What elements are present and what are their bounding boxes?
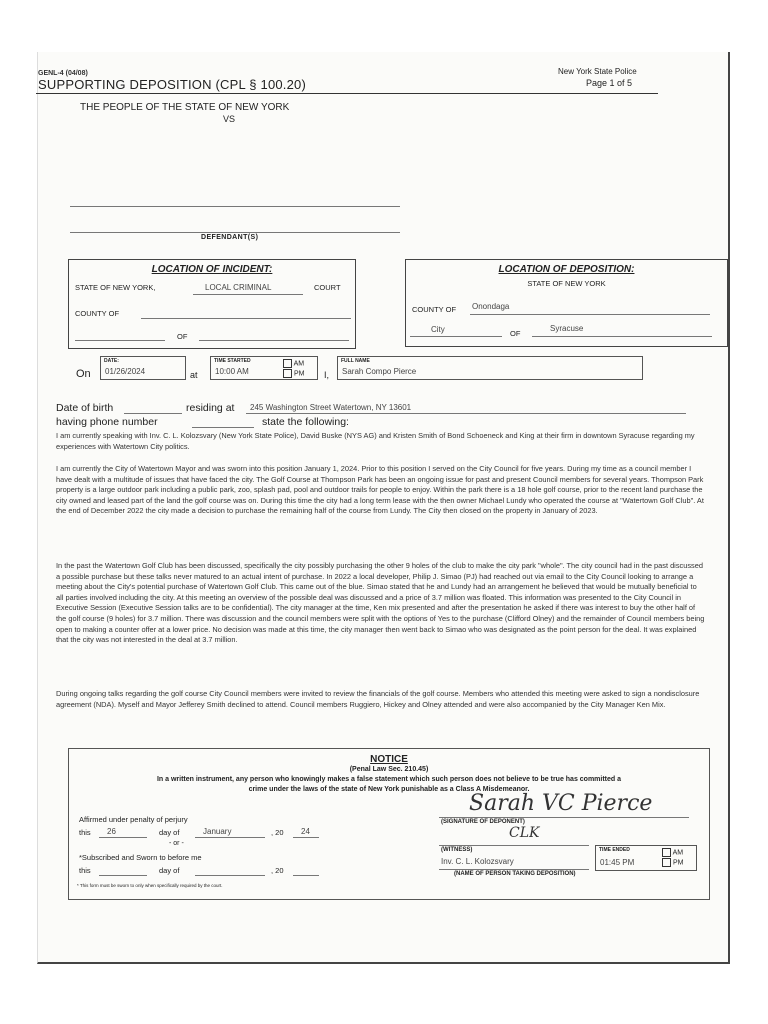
i-label: I, (324, 370, 330, 380)
time-box (210, 356, 318, 380)
dob-line (124, 413, 182, 414)
deposition-county-line (470, 314, 710, 315)
fullname-label: FULL NAME (341, 358, 370, 364)
statement-paragraph-3: In the past the Watertown Golf Club has been discussed, specifically the city possibly purchasing the other 9 holes of the club to make the city park "whole". The city council had in the past discussed a possible purchase but these talks never matured to an actual intent of purchase. In 2022 a local developer, Philip J. Simao (PJ) had reached out via email to the City Council looking to arrange a meeting about the City's potential purchase of Watertown Golf Club. This came out of the blue. Simao stated that he and Lundy had an arrangement he believed that would be mutually beneficial to all parties involved including the city. At this meeting an overview of the possible deal was discussed and a price of 3.7 million was floated. This information was presented to the City Council in Executive Session (Executive Session talks are to be confidential). The city manager at the time, Ken mix presented and after the presentation he asked if there was interest to buy the other half of the golf course (9 holes) for 3.7 million. There was discussion and the council members were split with the options of Yes to the purchase (Clifford Olney) and the remainder of Council members being open to making a counter offer at a lower price. No decision was made at this time, the city manager then went back to Simao who was designated as the point person for the deal. It was explained that the city was not interested in the deal at 3.7 million. (56, 561, 705, 645)
statement-paragraph-1: I am currently speaking with Inv. C. L. Kolozsvary (New York State Police), David Buske (NYS AG) and Kristen Smith of Bond Schoeneck and King at their firm in downtown Syracuse regarding my experiences with Watertown City politics. (56, 431, 695, 451)
affirm-year-line (293, 837, 319, 838)
day-of-label-2: day of (159, 866, 180, 875)
state-following: state the following: (262, 416, 349, 428)
witness-name: Inv. C. L. Kolozsvary (441, 857, 514, 866)
date-box (100, 356, 186, 380)
affirmed-label: Affirmed under penalty of perjury (79, 815, 188, 824)
signature-label: (SIGNATURE OF DEPONENT) (441, 819, 525, 825)
time-value: 10:00 AM (215, 367, 249, 376)
ended-pm-checkbox (662, 858, 671, 867)
taker-label: (NAME OF PERSON TAKING DEPOSITION) (454, 871, 576, 877)
incident-court-label: COURT (314, 283, 341, 292)
time-ended-value: 01:45 PM (600, 858, 635, 867)
incident-of-line (199, 340, 349, 341)
taker-line (439, 869, 589, 870)
incident-county-label: COUNTY OF (75, 309, 120, 318)
address-line (246, 413, 686, 414)
affirm-year: 24 (301, 827, 310, 836)
affirm-month: January (203, 827, 232, 836)
pm-checkbox (283, 369, 292, 378)
deposition-city: Syracuse (550, 324, 584, 333)
date-value: 01/26/2024 (105, 367, 146, 376)
sworn-year-line (293, 875, 319, 876)
dob-label: Date of birth (56, 402, 114, 414)
am-checkbox (283, 359, 292, 368)
time-ended-box (595, 845, 697, 871)
pm-option (283, 369, 304, 378)
on-label: On (76, 368, 91, 380)
page-number: Page 1 of 5 (586, 78, 633, 88)
deposition-city-line (410, 336, 502, 337)
deposition-county-label: COUNTY OF (412, 305, 457, 314)
incident-city-line (75, 340, 165, 341)
ended-pm-label: PM (672, 859, 684, 867)
at-label: at (190, 370, 198, 380)
time-label: TIME STARTED (214, 358, 251, 364)
incident-state-label: STATE OF NEW YORK, (75, 283, 156, 292)
deposition-box (405, 259, 728, 347)
this-label-1: this (79, 828, 91, 837)
ended-am-label: AM (672, 849, 684, 857)
deponent-signature: Sarah VC Pierce (469, 791, 653, 816)
witness-line (439, 845, 589, 846)
incident-court-type: LOCAL CRIMINAL (205, 283, 272, 292)
address-value: 245 Washington Street Watertown, NY 13601 (250, 403, 412, 412)
phone-line (192, 427, 254, 428)
incident-box (68, 259, 356, 349)
sworn-day-line (99, 875, 147, 876)
statement-paragraph-2: I am currently the City of Watertown Mayor and was sworn into this position January 1, 2024. Prior to this position I served on the City Council for five years. During my time as a council member I have dealt with a multitude of issues that have faced the city. The Golf Course at Thompson Park has been an ongoing issue for past and present Council members for several years. Thompson Park property is a large outdoor park including a public park, zoo, splash pad, pool and outdoor trails for people to enjoy. Within the park there is a 18 hole golf course, prior to the recent land purchase the city owned and leased part of the land the golf course was on. During this time the city had a long term lease with the then owner Michael Lundy who operated the course at "Watertown Golf Club". At the end of December 2022 the city made a decision to purchase the remaining half of the course from Lundy. The City then closed on the property in January of 2023. (56, 464, 704, 516)
deposition-of-line (532, 336, 712, 337)
incident-county-line (141, 318, 351, 319)
or-label: - or - (169, 840, 184, 847)
time-ended-label: TIME ENDED (599, 847, 630, 853)
am-option (283, 359, 304, 368)
defendant-label: DEFENDANT(S) (201, 234, 259, 241)
form-title: SUPPORTING DEPOSITION (CPL § 100.20) (38, 77, 306, 92)
notice-text-1: In a written instrument, any person who knowingly makes a false statement which such person does not believe to be true has committed a (156, 776, 622, 783)
deposition-of-label: OF (510, 329, 521, 338)
affirm-day: 26 (107, 827, 116, 836)
title-rule (36, 93, 658, 94)
deposition-state: STATE OF NEW YORK (527, 279, 606, 288)
agency-name: New York State Police (558, 67, 637, 76)
notice-law: (Penal Law Sec. 210.45) (349, 766, 429, 773)
affirm-day-line (99, 837, 147, 838)
defendant-line-2 (70, 232, 400, 233)
affirm-month-line (195, 837, 265, 838)
fullname-value: Sarah Compo Pierce (342, 367, 417, 376)
incident-of-label: OF (177, 332, 188, 341)
fullname-box (337, 356, 643, 380)
subscribed-label: *Subscribed and Sworn to before me (79, 853, 202, 862)
ended-am-option (662, 848, 683, 857)
signature-line (439, 817, 689, 818)
footnote: * This form must be sworn to only when specifically required by the court. (77, 883, 223, 888)
witness-signature: CLK (509, 825, 540, 841)
sworn-month-line (195, 875, 265, 876)
witness-label: (WITNESS) (441, 847, 473, 853)
date-label: DATE: (104, 358, 119, 364)
form-id: GENL-4 (04/08) (38, 70, 88, 77)
notice-title: NOTICE (370, 754, 408, 765)
incident-heading: LOCATION OF INCIDENT: (151, 264, 273, 275)
deposition-city-label: City (431, 325, 445, 334)
statement-paragraph-4: During ongoing talks regarding the golf course City Council members were invited to review the financials of the golf course. Members who attended this meeting were asked to sign a nondisclosure agreement (NDA). Myself and Mayor Jefferey Smith declined to attend. Council members Ruggiero, Hickey and Olney attended and were also accompanied by the City Manager Ken Mix. (56, 689, 700, 709)
year-prefix-2: , 20 (271, 866, 284, 875)
pm-label: PM (293, 370, 305, 378)
court-line (193, 294, 303, 295)
this-label-2: this (79, 866, 91, 875)
deposition-heading: LOCATION OF DEPOSITION: (498, 264, 635, 275)
notice-box (68, 748, 710, 900)
residing-label: residing at (186, 402, 235, 414)
vs-label: VS (223, 114, 236, 124)
am-label: AM (293, 360, 305, 368)
ended-pm-option (662, 858, 683, 867)
ended-am-checkbox (662, 848, 671, 857)
people-caption: THE PEOPLE OF THE STATE OF NEW YORK (80, 102, 290, 113)
defendant-line-1 (70, 206, 400, 207)
year-prefix-1: , 20 (271, 828, 284, 837)
deposition-county: Onondaga (472, 302, 510, 311)
day-of-label-1: day of (159, 828, 180, 837)
notice-text-2: crime under the laws of the state of New York punishable as a Class A Misdemeanor. (248, 786, 530, 793)
phone-label: having phone number (56, 416, 158, 428)
